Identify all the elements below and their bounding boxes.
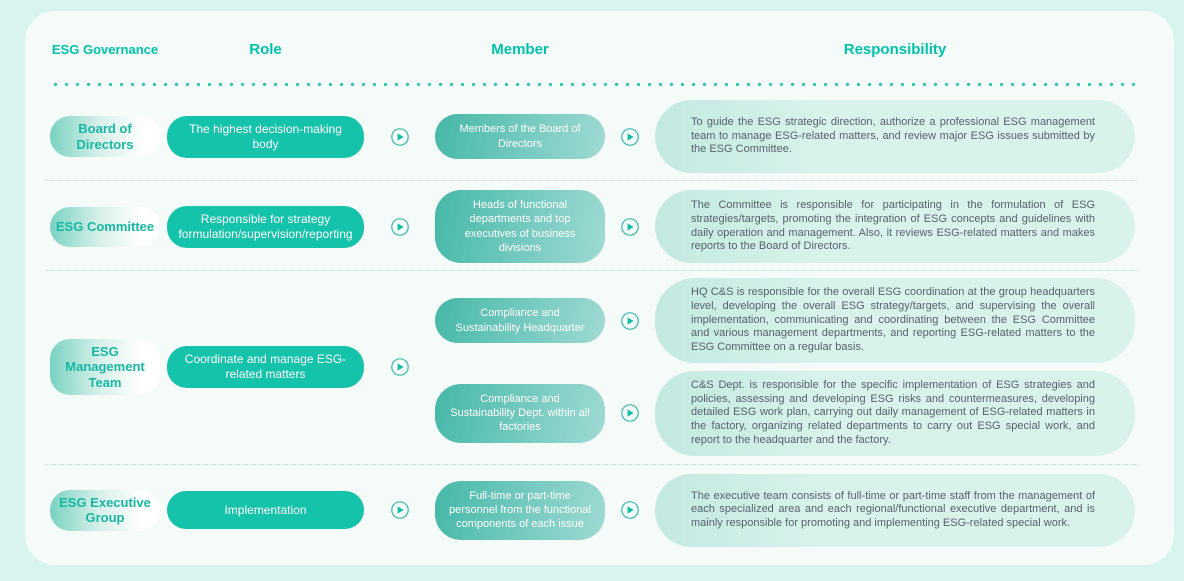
play-arrow-icon — [391, 128, 409, 146]
governance-row-esg-executive-group — [25, 474, 1174, 547]
member-to-responsibility-connector — [605, 312, 655, 330]
role-to-member-connector — [364, 358, 435, 376]
governance-pill: ESG Committee — [50, 207, 160, 247]
responsibility-box — [655, 371, 1135, 456]
role-pill: Responsible for strategy formulation/supervision/reporting — [167, 206, 364, 248]
column-header-governance: ESG Governance — [51, 42, 159, 57]
member-pill: Compliance and Sustainability Headquarter — [435, 298, 605, 343]
member-entries — [435, 278, 1135, 456]
play-arrow-icon — [621, 218, 639, 236]
member-to-responsibility-connector — [605, 218, 655, 236]
member-entry — [435, 100, 1135, 173]
governance-pill: ESG Management Team — [50, 339, 160, 396]
responsibility-text: The executive team consists of full-time or part-time staff from the management of each specialized area and each regional/functional executive department, and is mainly responsible for promoting and implementing ESG-related special work. — [691, 489, 1095, 530]
member-entries — [435, 100, 1135, 173]
governance-row-board-of-directors — [25, 100, 1174, 173]
play-arrow-icon — [391, 501, 409, 519]
play-arrow-icon — [621, 501, 639, 519]
row-divider — [45, 270, 1138, 271]
play-arrow-icon — [621, 312, 639, 330]
role-to-member-connector — [364, 128, 435, 146]
governance-row-esg-management-team — [25, 278, 1174, 456]
row-divider — [45, 180, 1138, 181]
member-entry — [435, 474, 1135, 547]
member-entry — [435, 371, 1135, 456]
role-to-member-connector — [364, 218, 435, 236]
governance-cell — [50, 490, 160, 531]
member-to-responsibility-connector — [605, 501, 655, 519]
esg-governance-card — [25, 11, 1174, 565]
column-header-role: Role — [249, 41, 282, 58]
member-entry — [435, 278, 1135, 363]
role-pill: Coordinate and manage ESG-related matters — [167, 346, 364, 388]
column-header-member: Member — [491, 41, 549, 58]
column-header-row — [25, 11, 1174, 58]
member-entries — [435, 190, 1135, 263]
role-pill: Implementation — [167, 491, 364, 529]
play-arrow-icon — [621, 404, 639, 422]
member-entry — [435, 190, 1135, 263]
row-divider — [45, 464, 1138, 465]
column-header-responsibility: Responsibility — [843, 41, 947, 58]
role-pill: The highest decision-making body — [167, 116, 364, 158]
responsibility-box — [655, 190, 1135, 263]
responsibility-box — [655, 474, 1135, 547]
member-entries — [435, 474, 1135, 547]
governance-pill: ESG Executive Group — [50, 490, 160, 531]
governance-pill: Board of Directors — [50, 116, 160, 157]
responsibility-text: To guide the ESG strategic direction, authorize a professional ESG management team to manage ESG-related matters, and review major ESG issues submitted by the ESG Committee. — [691, 115, 1095, 156]
governance-cell — [50, 207, 160, 247]
responsibility-text: The Committee is responsible for participating in the formulation of ESG strategies/targets, promoting the integration of ESG concepts and guidelines with daily operation and management. Also, it reviews ESG-related matters and makes reports to the Board of Directors. — [691, 199, 1095, 253]
play-arrow-icon — [391, 358, 409, 376]
responsibility-box — [655, 100, 1135, 173]
member-pill: Members of the Board of Directors — [435, 114, 605, 159]
member-to-responsibility-connector — [605, 128, 655, 146]
role-cell — [167, 491, 364, 529]
play-arrow-icon — [621, 128, 639, 146]
role-cell — [167, 206, 364, 248]
governance-cell — [50, 116, 160, 157]
member-to-responsibility-connector — [605, 404, 655, 422]
member-pill: Full-time or part-time personnel from the functional components of each issue — [435, 481, 605, 540]
play-arrow-icon — [391, 218, 409, 236]
responsibility-text: C&S Dept. is responsible for the specific implementation of ESG strategies and policies, assessing and developing ESG risks and countermeasures, developing detailed ESG work plan, carrying out daily management of ESG-related matters in the factory, organizing related departments to carry out ESG special work, and report to the headquarter and the factory. — [691, 378, 1095, 446]
role-cell — [167, 116, 364, 158]
header-dotted-divider — [50, 82, 1135, 87]
member-pill: Compliance and Sustainability Dept. within all factories — [435, 384, 605, 443]
responsibility-box — [655, 278, 1135, 363]
role-cell — [167, 346, 364, 388]
role-to-member-connector — [364, 501, 435, 519]
governance-cell — [50, 339, 160, 396]
responsibility-text: HQ C&S is responsible for the overall ESG coordination at the group headquarters level, developing the overall ESG strategy/targets, and supervising the overall implementation, communicating and coordinating between the ESG Committee and various management departments, and reporting ESG-related matters to the ESG Committee on a regular basis. — [691, 286, 1095, 354]
member-pill: Heads of functional departments and top executives of business divisions — [435, 190, 605, 263]
governance-row-esg-committee — [25, 190, 1174, 263]
